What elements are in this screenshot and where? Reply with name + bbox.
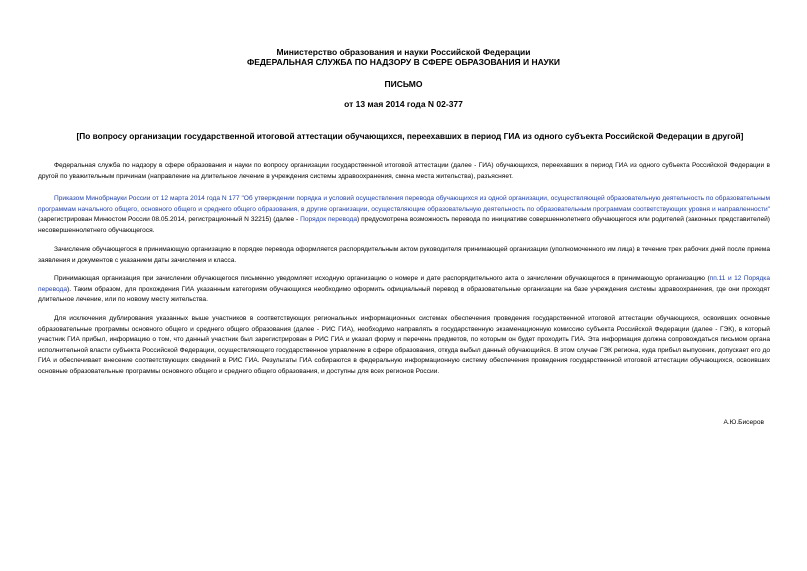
document-subject: [По вопросу организации государственной итоговой аттестации обучающихся, переехавших в период ГИА из одного субъекта Российской Федерации в другой]: [76, 131, 744, 141]
signature: А.Ю.Бисеров: [723, 419, 764, 426]
paragraph-5: Для исключения дублирования указанных выше участников в соответствующих региональных информационных системах обеспечения проведения государственной итоговой аттестации обучающихся, освоивших основные образовательные программы основного общего и среднего общего образования (далее - РИС ГИА), необходимо направлять в государственную экзаменационную комиссию субъекта Российской Федерации (далее - ГЭК), в который участник ГИА прибыл, информацию о том, что данный участник был зарегистрирован в РИС ГИА и указал форму и перечень предметов, по которым он будет проходить ГИА. Эта информация должна сопровождаться письмом органа исполнительной власти субъекта Российской Федерации, осуществляющего государственное управление в сфере образования, откуда выбыл данный обучающийся. В этом случае ГЭК региона, куда прибыл выпускник, допускает его до ГИА и обеспечивает внесение соответствующих сведений в РИС ГИА. Результаты ГИА собираются в федеральную информационную систему обеспечения проведения государственной итоговой аттестации обучающихся, освоивших основные образовательные программы основного общего и среднего общего образования, и доступны для всех регионов России.: [38, 315, 770, 375]
ministry-title: Министерство образования и науки Российской Федерации: [276, 47, 531, 57]
service-title: ФЕДЕРАЛЬНАЯ СЛУЖБА ПО НАДЗОРУ В СФЕРЕ ОБРАЗОВАНИЯ И НАУКИ: [246, 57, 561, 67]
paragraph-2-mid: (зарегистрирован Минюстом России 08.05.2014, регистрационный N 32215) (далее -: [38, 216, 301, 224]
document-date-number: от 13 мая 2014 года N 02-377: [344, 99, 463, 109]
document-type: ПИСЬМО: [384, 79, 423, 89]
paragraph-3: Зачисление обучающегося в принимающую организацию в порядке перевода оформляется распорядительным актом руководителя принимающей организации (уполномоченного им лица) в течение трех рабочих дней после приема заявления и документов с указанием даты зачисления и класса.: [38, 246, 770, 264]
paragraph-1: Федеральная служба по надзору в сфере образования и науки по вопросу организации государственной итоговой аттестации (далее - ГИА) обучающихся, переехавших в период ГИА из одного субъекта Российской Федерации в другой по уважительным причинам (направление на длительное лечение в учреждения системы здравоохранения, смена места жительства), разъясняет.: [38, 162, 770, 180]
paragraph-2-tail: ) предусмотрена возможность перевода по инициативе совершеннолетнего обучающегося или родителей (законных представителей) несовершеннолетнего обучающегося.: [38, 216, 770, 234]
paragraph-4: [38, 274, 770, 306]
paragraph-2: [38, 194, 770, 236]
transfer-procedure-link[interactable]: Порядок перевода: [300, 216, 358, 224]
order-177-link[interactable]: Приказом Минобрнауки России от 12 марта 2014 года N 177 "Об утверждении порядка и условий осуществления перевода обучающихся из одной организации, осуществляющей образовательную деятельность по образовательным программам начального общего, основного общего и среднего общего образования, в другие организации, осуществляющие образовательную деятельность по образовательным программам соответствующих уровня и направленности": [38, 195, 770, 213]
procedure-items-link[interactable]: пп.11 и 12 Порядка перевода: [38, 275, 770, 293]
paragraph-4-tail: ). Таким образом, для прохождения ГИА указанным категориям обучающихся необходимо оформить официальный перевод в образовательные организации на базе учреждения системы здравоохранения, где они проходят длительное лечение, или по новому месту жительства.: [38, 285, 770, 304]
paragraph-4-head: Принимающая организация при зачислении обучающегося письменно уведомляет исходную организацию о номере и дате распорядительного акта о зачислении обучающегося в принимающую организацию (: [54, 275, 710, 282]
